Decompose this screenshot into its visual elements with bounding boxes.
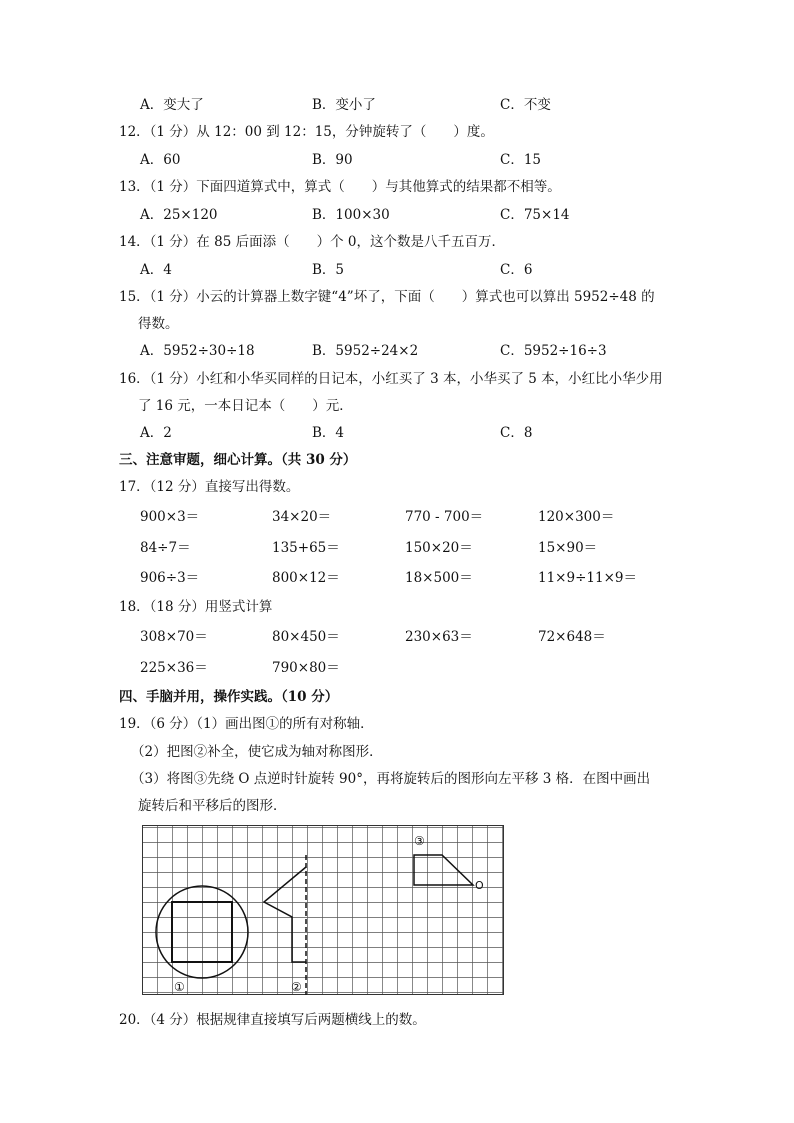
q13-option-c: C．75×14: [500, 207, 570, 223]
q17-item: 34×20＝: [272, 509, 332, 525]
q18-stem: 18．（18 分）用竖式计算: [119, 599, 273, 615]
q16-option-c: C．8: [500, 425, 533, 441]
q13-stem: 13．（1 分）下面四道算式中，算式（ ）与其他算式的结果都不相等。: [119, 179, 561, 195]
q17-item: 120×300＝: [538, 509, 615, 525]
q16-option-b: B．4: [312, 425, 345, 441]
q19-stem: 19．（6 分）（1）画出图①的所有对称轴．: [119, 716, 374, 732]
figure-2-label: ②: [291, 980, 302, 994]
q14-option-b: B．5: [312, 262, 345, 278]
q12-option-b: B．90: [312, 152, 353, 168]
q17-item: 135+65＝: [272, 540, 340, 556]
q17-item: 770 - 700＝: [405, 509, 484, 525]
point-o-label: O: [475, 879, 484, 892]
q15-option-a: A．5952÷30÷18: [140, 343, 255, 359]
q11-option-a: A．变大了: [140, 97, 204, 113]
section-4-title: 四、手脑并用，操作实践。（10 分）: [119, 689, 339, 705]
q18-item: 308×70＝: [140, 629, 208, 645]
q12-option-a: A．60: [140, 152, 181, 168]
q19-part3-line2: 旋转后和平移后的图形．: [138, 798, 287, 814]
q15-option-c: C．5952÷16÷3: [500, 343, 607, 359]
q17-item: 800×12＝: [272, 570, 340, 586]
q17-item: 906÷3＝: [140, 570, 200, 586]
q19-part3-line1: （3）将图③先绕 O 点逆时针旋转 90°，再将旋转后的图形向左平移 3 格．在图中画出: [131, 771, 651, 787]
q19-grid-figure: [142, 825, 504, 995]
grid-border: [143, 826, 504, 995]
q11-option-c: C．不变: [500, 97, 551, 113]
q17-item: 84÷7＝: [140, 540, 191, 556]
q16-option-a: A．2: [140, 425, 172, 441]
figure-3-shape: [414, 855, 473, 885]
q18-item: 80×450＝: [272, 629, 340, 645]
q19-part2: （2）把图②补全，使它成为轴对称图形．: [131, 744, 383, 760]
q14-stem: 14．（1 分）在 85 后面添（ ）个 0，这个数是八千五百万．: [119, 234, 505, 250]
q15-stem-line2: 得数。: [138, 316, 179, 332]
q17-item: 18×500＝: [405, 570, 473, 586]
q18-item: 790×80＝: [272, 660, 340, 676]
grid-lines: [142, 825, 504, 995]
figure-3-label: ③: [414, 834, 425, 848]
q12-option-c: C．15: [500, 152, 542, 168]
q11-option-b: B．变小了: [312, 97, 376, 113]
q13-option-b: B．100×30: [312, 207, 390, 223]
q13-option-a: A．25×120: [140, 207, 218, 223]
q14-option-c: C．6: [500, 262, 533, 278]
q18-item: 230×63＝: [405, 629, 473, 645]
q15-stem-line1: 15．（1 分）小云的计算器上数字键“4”坏了，下面（ ）算式也可以算出 5952÷48 的: [119, 289, 655, 305]
figure-1-square: [172, 902, 232, 962]
q18-item: 72×648＝: [538, 629, 606, 645]
q20-stem: 20．（4 分）根据规律直接填写后两题横线上的数。: [119, 1012, 426, 1028]
q18-item: 225×36＝: [140, 660, 208, 676]
q17-item: 900×3＝: [140, 509, 200, 525]
section-3-title: 三、注意审题，细心计算。（共 30 分）: [119, 452, 357, 468]
q12-stem: 12．（1 分）从 12：00 到 12：15，分钟旋转了（ ）度。: [119, 124, 494, 140]
q17-item: 15×90＝: [538, 540, 598, 556]
q16-stem-line2: 了 16 元，一本日记本（ ）元．: [138, 398, 353, 414]
q16-stem-line1: 16．（1 分）小红和小华买同样的日记本，小红买了 3 本，小华买了 5 本，小红比小华少用: [119, 371, 663, 387]
q17-stem: 17．（12 分）直接写出得数。: [119, 479, 300, 495]
q17-item: 150×20＝: [405, 540, 473, 556]
q14-option-a: A．4: [140, 262, 172, 278]
q15-option-b: B．5952÷24×2: [312, 343, 419, 359]
figure-1-label: ①: [174, 980, 185, 994]
figure-1-circle: [156, 886, 248, 978]
q17-item: 11×9÷11×9＝: [538, 570, 637, 586]
